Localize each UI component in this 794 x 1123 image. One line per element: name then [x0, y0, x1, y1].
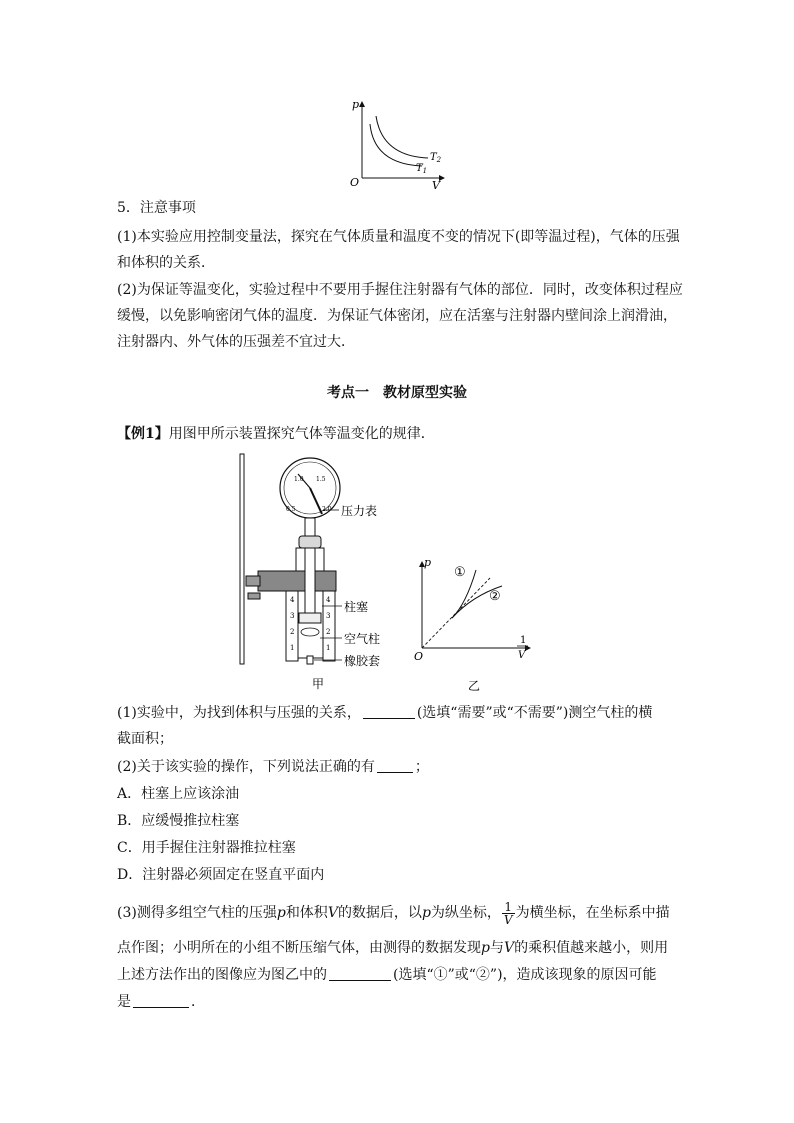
- origin-label: O: [350, 176, 360, 189]
- q2-option-c: C．用手握住注射器推拉柱塞: [117, 840, 296, 856]
- example-stem: [117, 424, 435, 444]
- isotherm-t2: [376, 116, 428, 158]
- q2-option-a: A．柱塞上应该涂油: [117, 786, 240, 802]
- section5-p1-line2: 和体积的关系．: [117, 255, 215, 271]
- section5-heading: 5．注意事项: [117, 200, 196, 216]
- q1-line2: 截面积；: [117, 731, 173, 747]
- plunger-rod: [305, 548, 315, 618]
- rubber-cap: [307, 656, 313, 664]
- scale-mark-l1: 1: [290, 644, 295, 652]
- section5-p2-line2: 缓慢，以免影响密闭气体的温度．为保证气体密闭，应在活塞与注射器内壁间涂上润滑油，: [117, 308, 677, 324]
- q2-stem: (2)关于该实验的操作，下列说法正确的有 ；: [117, 759, 429, 775]
- q3-blank-2[interactable]: [133, 993, 189, 1008]
- section5-p1-line1: (1)本实验应用控制变量法，探究在气体质量和温度不变的情况下(即等温过程)，气体的压强: [117, 229, 680, 245]
- dial-tick-0: 0.5: [286, 506, 296, 513]
- label-plunger: 柱塞: [344, 600, 369, 614]
- q3-line1: (3)测得多组空气柱的压强p和体积V的数据后，以p为纵坐标， $\frac{1}{V}$ 为横坐标，在坐标系中描: [117, 899, 670, 927]
- yi-curve-1-label: ①: [454, 565, 466, 580]
- plunger-head: [299, 613, 321, 623]
- yi-origin-label: O: [414, 650, 424, 663]
- scale-mark-l4: 4: [290, 596, 295, 604]
- yi-axis-x-den: V: [518, 650, 526, 661]
- q3-line2: 点作图；小明所在的小组不断压缩气体，由测得的数据发现p与V的乘积值越来越小，则用: [117, 940, 669, 956]
- caption-jia: 甲: [312, 677, 325, 691]
- q1-line1: (1)实验中，为找到体积与压强的关系， (选填“需要”或“不需要”)测空气柱的横: [117, 705, 653, 721]
- scale-mark-l2: 2: [290, 628, 295, 636]
- q2-blank[interactable]: [377, 758, 413, 773]
- q1-blank[interactable]: [363, 704, 415, 719]
- air-column: [301, 628, 319, 636]
- q2-option-b: B．应缓慢推拉柱塞: [117, 813, 240, 829]
- yi-axis-y-label: p: [424, 556, 432, 569]
- kaodian-heading: 考点一 教材原型实验: [327, 385, 467, 401]
- label-air: 空气柱: [344, 632, 381, 646]
- q3-line3: 上述方法作出的图像应为图乙中的 (选填“①”或“②”)，造成该现象的原因可能: [117, 967, 657, 983]
- example-text: 用图甲所示装置探究气体等温变化的规律．: [168, 426, 435, 442]
- q3-line4: 是 ．: [117, 994, 205, 1010]
- scale-mark-r1: 1: [326, 644, 331, 652]
- q3-fraction: $\frac{1}{V}$: [503, 899, 513, 927]
- yi-curve-2-label: ②: [489, 589, 501, 604]
- dial-tick-1: 1.0: [294, 476, 304, 483]
- caption-yi: 乙: [468, 679, 481, 693]
- scale-mark-r3: 3: [326, 612, 331, 620]
- scale-mark-l3: 3: [290, 612, 295, 620]
- clamp: [258, 571, 336, 591]
- yi-axis-x-num: 1: [520, 635, 527, 646]
- example-tag: 【例1】: [117, 426, 169, 442]
- q3-blank-1[interactable]: [329, 966, 391, 981]
- isotherm-t1: [370, 124, 422, 166]
- label-gauge: 压力表: [341, 504, 378, 518]
- curve-t2-label: $T_2$: [430, 152, 442, 164]
- section5-p2-line3: 注射器内、外气体的压强差不宜过大．: [117, 334, 355, 350]
- pv-isotherm-graph: [340, 96, 450, 192]
- label-rubber: 橡胶套: [344, 654, 381, 668]
- scale-mark-r2: 2: [326, 628, 331, 636]
- dial-tick-3: 2.0: [322, 506, 332, 513]
- fig-jia-apparatus: [238, 448, 398, 693]
- dial-tick-2: 1.5: [316, 476, 326, 483]
- axis-y-label: p: [352, 98, 360, 111]
- stand-rod: [240, 454, 244, 664]
- curve-t1-label: $T_1$: [416, 163, 428, 175]
- section5-p2-line1: (2)为保证等温变化，实验过程中不要用手握住注射器有气体的部位．同时，改变体积过程应: [117, 282, 683, 298]
- q2-option-d: D．注射器必须固定在竖直平面内: [117, 867, 325, 883]
- axis-x-label: V: [432, 179, 440, 192]
- scale-mark-r4: 4: [326, 596, 331, 604]
- fig-yi-graph: [410, 556, 535, 696]
